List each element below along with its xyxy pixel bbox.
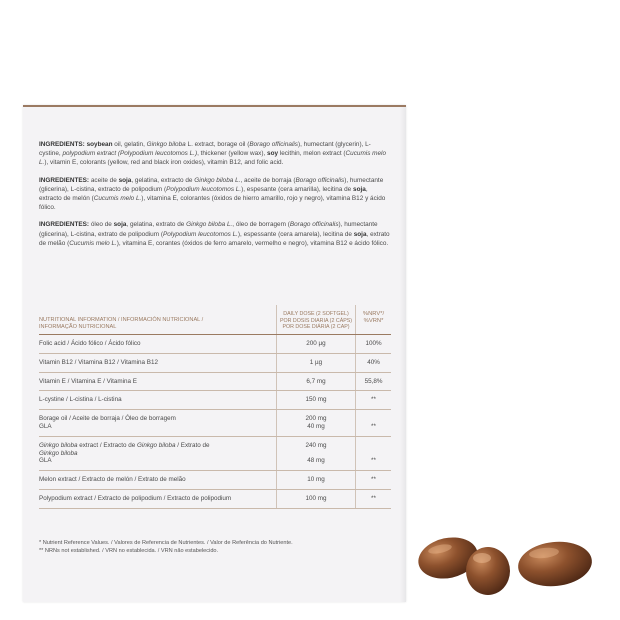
dose-line: 10 mg: [307, 476, 325, 484]
footnote-nrv: * Nutrient Reference Values. / Valores de Referencia de Nutrientes. / Valor de Referência do Nutriente.: [39, 540, 293, 546]
daily-dose-value: [276, 354, 356, 372]
ingredients-text: ), vitamina E, corantes (óxidos de ferro amarelo, vermelho e negro), vitamina B12 e ácido fólico.: [116, 239, 389, 247]
ingredients-text: Polypodium leucotomos L.: [162, 230, 238, 238]
ingredients-text: ), humectante (glicerina), L-cistina, extrato de polipodium (: [39, 221, 378, 238]
nrv-value: **: [371, 494, 376, 502]
ingredients-text: soja: [353, 230, 367, 238]
ingredients-text: óleo de: [89, 221, 114, 229]
dose-line: 150 mg: [305, 396, 327, 404]
ingredients-text: ), humectant (glycerin), L-cystine,: [39, 141, 371, 158]
daily-dose-value: [276, 335, 356, 353]
ingredients-text: ), espessante (cera amarela), lecitina de: [237, 230, 354, 238]
nutrient-name-line: Vitamin B12 / Vitamina B12 / Vitamina B12: [39, 358, 159, 366]
header-nrv: [356, 311, 391, 325]
footnote-not-established: ** NRNs not established. / VRN no establecida. / VRN não estabelecido.: [39, 547, 219, 554]
nutrition-table: [39, 302, 391, 509]
nutrition-table-header: [39, 302, 391, 335]
ingredients-text: Borago officinalis: [289, 221, 339, 229]
ingredients-text: , extracto de melón (: [39, 185, 368, 203]
ingredients-text: , thickener (yellow wax),: [197, 150, 268, 158]
header-col2-line: POR DOSE DIÁRIA (2 CAP): [282, 324, 350, 331]
ingredients-heading: INGREDIENTES:: [39, 221, 90, 229]
nrv-value: 55,8%: [364, 377, 383, 385]
ingredients-text: ), espesante (cera amarilla), lecitina de: [241, 185, 354, 193]
nutrient-name: [39, 335, 276, 353]
ingredients-text: soybean: [84, 141, 113, 148]
capsule-middle: [466, 547, 510, 595]
ingredients-paragraph: [39, 220, 391, 248]
dose-line: 200 µg: [306, 340, 326, 347]
header-col1-line: NUTRITIONAL INFORMATION / INFORMACIÓN NUTRICIONAL /: [39, 317, 204, 323]
nrv-value: 100%: [365, 340, 382, 347]
table-row: [39, 335, 391, 354]
dose-line: 100 mg: [305, 494, 327, 502]
ingredients-text: aceite de: [89, 176, 119, 184]
ingredients-text: soja: [118, 176, 132, 184]
footnotes: [39, 540, 391, 555]
header-col1-line: INFORMAÇÃO NUTRICIONAL: [39, 324, 117, 330]
ingredients-text: L. extract, borage oil (: [185, 141, 250, 148]
nutrient-name-line: Folic acid / Ácido fólico / Ácido fólico: [39, 340, 141, 347]
table-row: [39, 437, 391, 471]
table-row: [39, 373, 391, 392]
nutrient-name-line: Melon extract / Extracto de melón / Extrato de melão: [39, 476, 186, 484]
nutrient-name: [39, 490, 276, 508]
ingredients-paragraph: [39, 140, 391, 168]
ingredients-text: lecithin, melon extract (: [278, 150, 346, 158]
nutrient-name-line: Vitamin E / Vitamina E / Vitamina E: [39, 377, 137, 385]
daily-dose-value: [276, 391, 356, 409]
ingredients-text: polypodium extract (Polypodium leucotomos L.): [62, 150, 198, 158]
dose-line: 40 mg: [307, 422, 325, 430]
daily-dose-value: [276, 471, 356, 489]
ingredients-text: , aceite de borraja (: [240, 176, 296, 184]
dose-line: 200 mg: [305, 415, 327, 423]
table-row: [39, 490, 391, 509]
ingredients-text: oil, gelatin,: [112, 141, 147, 148]
nutrient-name-line: GLA: [39, 422, 52, 430]
ingredients-text: Borago officinalis: [249, 141, 298, 148]
ingredients-text: soja: [353, 185, 366, 193]
ingredients-text: soy: [267, 150, 279, 158]
ingredients-text: , extrato de melão (: [39, 230, 390, 247]
softgel-capsules: [410, 520, 620, 600]
nutrient-name: [39, 471, 276, 489]
table-row: [39, 410, 391, 437]
nrv-value: 40%: [367, 358, 380, 366]
nutrient-name-line: Polypodium extract / Extracto de polipodium / Extracto de polipodium: [39, 494, 232, 502]
ingredients-text: ), vitamin E, colorants (yellow, red and black iron oxides), vitamin B12, and folic acid.: [44, 159, 284, 167]
daily-dose-value: [276, 410, 356, 436]
ingredients-text: Cucumis melo L.: [39, 150, 387, 167]
nutrient-name-line: Borage oil / Aceite de borraja / Óleo de borragem: [39, 415, 176, 423]
header-col3-line: %VRN*: [363, 318, 384, 324]
capsule-right: [516, 538, 594, 589]
ingredients-text: , gelatina, extracto de: [131, 176, 195, 184]
dose-line: 1 µg: [309, 358, 323, 366]
ingredients-section: [39, 140, 391, 256]
ingredients-text: Ginkgo biloba L.: [194, 176, 241, 184]
header-daily-dose: [276, 305, 356, 334]
dose-line: 48 mg: [307, 457, 325, 465]
nrv-value: **: [371, 457, 376, 465]
nutrient-name-line: Ginkgo biloba: [39, 449, 78, 457]
ingredients-text: , gelatina, extrato de: [126, 221, 187, 229]
ingredients-text: ), humectante (glicerina), L-cistina, extracto de polipodium (: [39, 176, 384, 193]
dose-line: 240 mg: [305, 441, 327, 449]
header-nutritional-information: [39, 317, 276, 334]
box-edge-shade: [400, 107, 406, 602]
nutrient-name: [39, 391, 276, 409]
nutrient-name: [39, 354, 276, 372]
daily-dose-value: [276, 490, 356, 508]
header-col2-line: POR DOSIS DIARIA (2 CÁPS): [279, 317, 353, 324]
nutrient-name: [39, 437, 276, 470]
ingredients-heading: INGREDIENTS:: [39, 141, 85, 148]
table-row: [39, 354, 391, 373]
table-row: [39, 391, 391, 410]
ingredients-text: , óleo de borragem (: [232, 221, 290, 229]
ingredients-text: soja: [113, 221, 127, 229]
nutrient-name-line: L-cystine / L-cistina / L-cistina: [39, 396, 122, 404]
nrv-value: **: [371, 422, 376, 430]
table-row: [39, 471, 391, 490]
ingredients-text: Borago officinalis: [295, 176, 345, 184]
ingredients-heading: INGREDIENTES:: [39, 176, 90, 184]
ingredients-text: ), vitamina E, colorantes (óxidos de hierro amarillo, rojo y negro), vitamina B12 y ácido fólico.: [39, 195, 386, 212]
daily-dose-value: [276, 437, 356, 470]
nrv-value: **: [371, 476, 376, 484]
product-box-back-panel: [23, 105, 406, 602]
ingredients-paragraph: [39, 176, 391, 213]
dose-line: 6,7 mg: [306, 377, 326, 385]
header-col3-line: %NRV*/: [362, 311, 385, 317]
header-col2-line: DAILY DOSE (2 SOFTGEL): [283, 311, 349, 318]
ingredients-text: Polypodium leucotomos L.: [166, 185, 242, 193]
ingredients-text: Cucumis melo L.: [93, 195, 142, 203]
ingredients-text: Ginkgo biloba L.: [186, 221, 233, 229]
ingredients-text: Ginkgo biloba: [146, 141, 186, 148]
nutrient-name-line: GLA: [39, 457, 52, 465]
nutrient-name: [39, 410, 276, 436]
nrv-value: **: [371, 396, 376, 404]
nutrient-name: [39, 373, 276, 391]
daily-dose-value: [276, 373, 356, 391]
ingredients-text: Cucumis melo L.: [69, 239, 117, 247]
nutrition-table-body: [39, 335, 391, 509]
nutrient-name-line: Ginkgo biloba extract / Extracto de Ginkgo biloba / Extrato de: [39, 441, 210, 449]
